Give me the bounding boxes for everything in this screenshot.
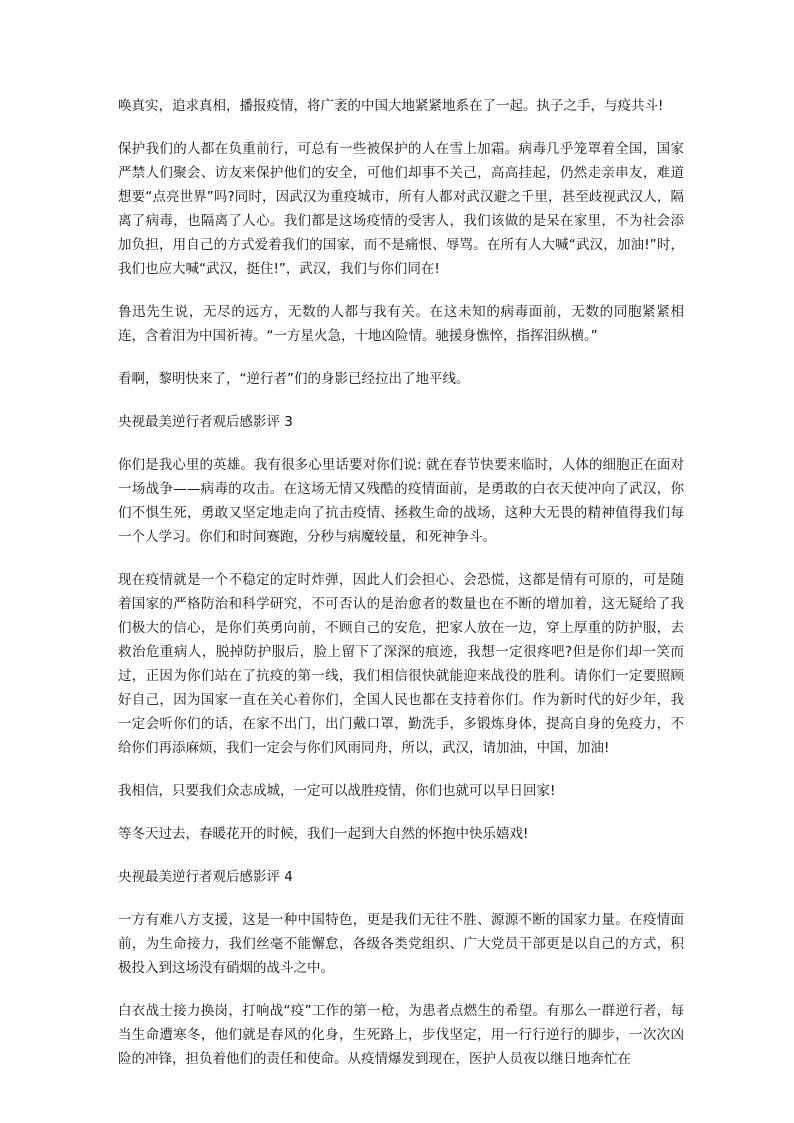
paragraph: 看啊，黎明快来了，“逆行者”们的身影已经拉出了地平线。 xyxy=(118,371,470,387)
paragraph: 鲁迅先生说，无尽的远方，无数的人都与我有关。在这未知的病毒面前，无数的同胞紧紧相连，含着泪为中国祈祷。“一方星火急，十地凶险情。驰援身憔悴，指挥泪纵横。” xyxy=(118,304,684,344)
document-body xyxy=(118,94,684,1090)
section-heading: 央视最美逆行者观后感影评 3 xyxy=(118,414,293,430)
paragraph: 唤真实，追求真相，播报疫情，将广袤的中国大地紧紧地系在了一起。执子之手，与疫共斗! xyxy=(118,98,664,114)
section-heading: 央视最美逆行者观后感影评 4 xyxy=(118,869,293,885)
paragraph: 白衣战士接力换岗，打响战“疫”工作的第一枪，为患者点燃生的希望。有那么一群逆行者，每当生命遭寒冬，他们就是春风的化身，生死路上，步伐坚定，用一行行逆行的脚步，一次次凶险的冲锋，担负着他们的责任和使命。从疫情爆发到现在，医护人员夜以继日地奔忙在 xyxy=(118,1003,684,1067)
paragraph: 一方有难八方支援，这是一种中国特色，更是我们无往不胜、源源不断的国家力量。在疫情面前，为生命接力，我们丝毫不能懈怠，各级各类党组织、广大党员干部更是以自己的方式，积极投入到这场没有硝烟的战斗之中。 xyxy=(118,912,684,976)
paragraph: 现在疫情就是一个不稳定的定时炸弹，因此人们会担心、会恐慌，这都是情有可原的，可是随着国家的严格防治和科学研究，不可否认的是治愈者的数量也在不断的增加着，这无疑给了我们极大的信心，是你们英勇向前，不顾自己的安危，把家人放在一边，穿上厚重的防护服，去救治危重病人，脱掉防护服后，脸上留下了深深的痕迹，我想一定很疼吧?但是你们却一笑而过，正因为你们站在了抗疫的第一线，我们相信很快就能迎来战役的胜利。请你们一定要照顾好自己，因为国家一直在关心着你们，全国人民也都在支持着你们。作为新时代的好少年，我一定会听你们的话，在家不出门，出门戴口罩，勤洗手，多锻炼身体，提高自身的免疫力，不给你们再添麻烦，我们一定会与你们风雨同舟，所以，武汉，请加油，中国，加油! xyxy=(118,572,684,756)
paragraph: 你们是我心里的英雄。我有很多心里话要对你们说: 就在春节快要来临时，人体的细胞正在面对一场战争——病毒的攻击。在这场无情又残酷的疫情面前，是勇敢的白衣天使冲向了武汉，你们不惧生死，勇敢又坚定地走向了抗击疫情、拯救生命的战场，这种大无畏的精神值得我们每一个人学习。你们和时间赛跑，分秒与病魔较量，和死神争斗。 xyxy=(118,457,684,545)
paragraph: 我相信，只要我们众志成城，一定可以战胜疫情，你们也就可以早日回家! xyxy=(118,783,556,799)
paragraph: 等冬天过去，春暖花开的时候，我们一起到大自然的怀抱中快乐嬉戏! xyxy=(118,826,529,842)
paragraph: 保护我们的人都在负重前行，可总有一些被保护的人在雪上加霜。病毒几乎笼罩着全国，国家严禁人们聚会、访友来保护他们的安全，可他们却事不关己，高高挂起，仍然走亲串友，难道想要“点亮世界”吗?同时，因武汉为重疫城市，所有人都对武汉避之千里，甚至歧视武汉人，隔离了病毒，也隔离了人心。我们都是这场疫情的受害人，我们该做的是呆在家里，不为社会添加负担，用自己的方式爱着我们的国家，而不是痛恨、辱骂。在所有人大喊“武汉，加油!”时，我们也应大喊“武汉，挺住!”，武汉，我们与你们同在! xyxy=(118,141,684,277)
